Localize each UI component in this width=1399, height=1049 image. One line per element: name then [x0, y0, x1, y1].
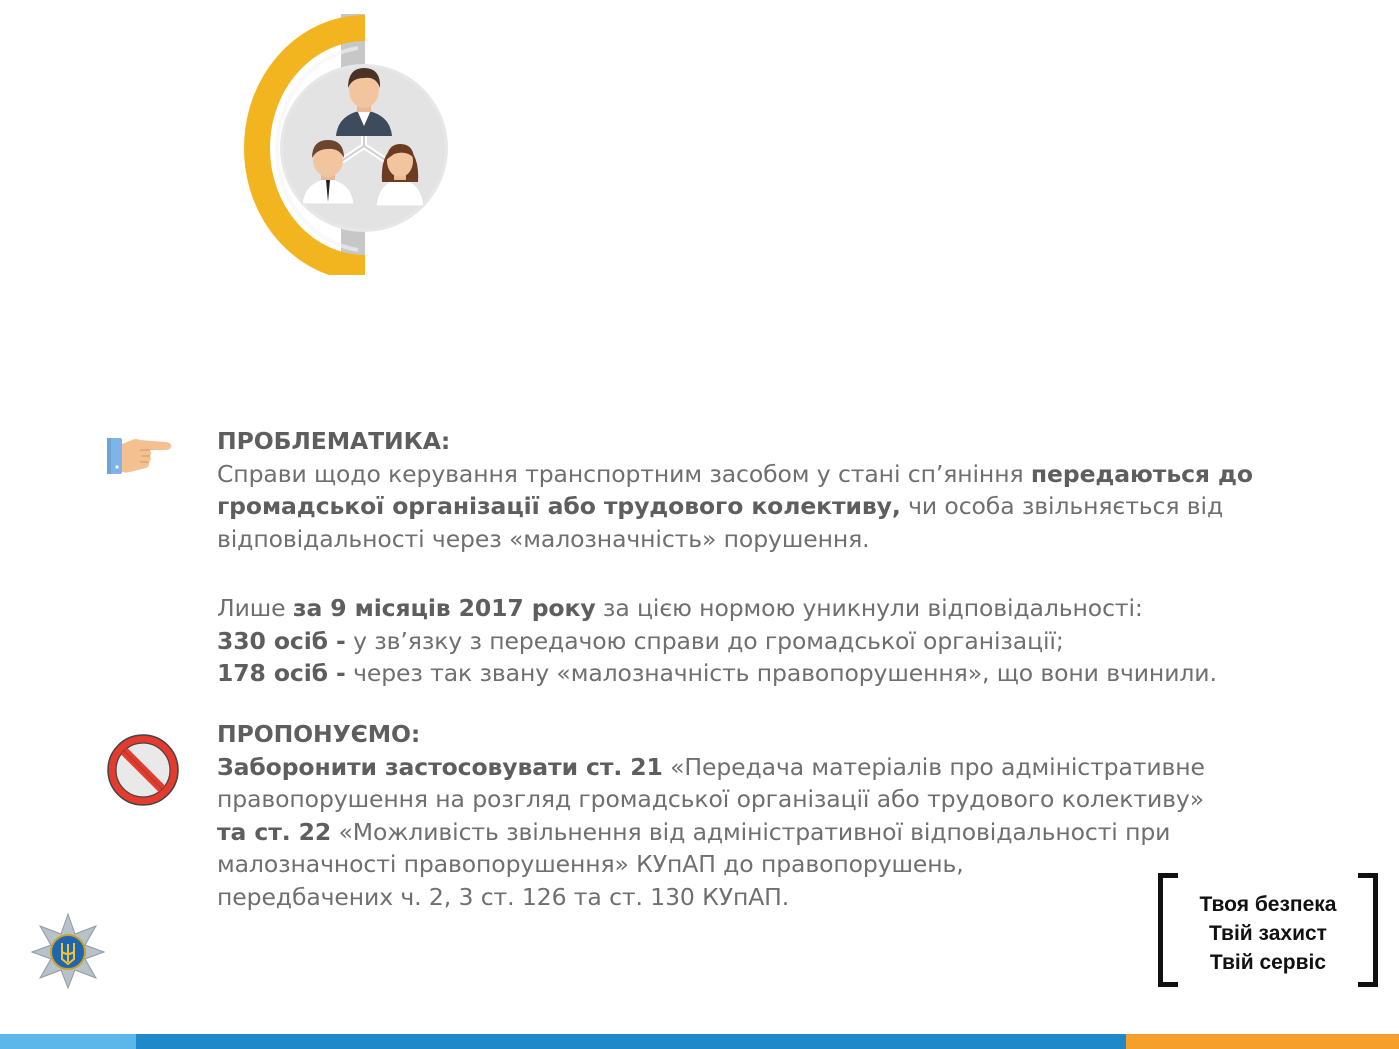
problem-line-2 [217, 490, 1337, 523]
slogan-text [1178, 890, 1358, 977]
proposal-line1-plain: «Передача матеріалів про адміністративне [662, 752, 1205, 781]
proposal-line3-plain: «Можливість звільнення від адміністративної відповідальності при [331, 817, 1171, 846]
stats-intro-plain2: за цією нормою уникнули відповідальності: [595, 594, 1143, 622]
stats-intro-bold: за 9 місяців 2017 року [292, 594, 596, 622]
bar-segment-light-blue [0, 1034, 136, 1049]
proposal-line-1 [217, 751, 1337, 784]
problem-line2-plain: чи особа звільняється від [900, 492, 1224, 520]
slogan [1158, 873, 1378, 989]
proposal-line-4: малозначності правопорушення» КУпАП до правопорушень, [217, 850, 964, 878]
stats-intro-plain1: Лише [217, 594, 293, 622]
proposal-line-5: передбачених ч. 2, 3 ст. 126 та ст. 130 КУпАП. [217, 882, 790, 911]
slogan-line-3: Твій сервіс [1209, 951, 1327, 974]
problem-section [217, 425, 1337, 555]
proposal-line-2: правопорушення на розгляд громадської організації або трудового колективу» [217, 785, 1204, 813]
slogan-line-1: Твоя безпека [1199, 893, 1337, 916]
proposal-line-3 [217, 816, 1337, 849]
problem-heading: ПРОБЛЕМАТИКА: [217, 427, 451, 455]
slogan-right-bracket [1358, 873, 1378, 987]
stats-item1-plain: у зв’язку з передачою справи до громадської організації; [345, 626, 1064, 655]
problem-line1-plain: Справи щодо керування транспортним засобом у стані сп’яніння [217, 459, 1031, 488]
stats-intro [217, 592, 1337, 625]
problem-line-3: відповідальності через «малозначність» порушення. [217, 524, 870, 553]
proposal-line3-bold: та ст. 22 [217, 817, 332, 846]
slogan-left-bracket [1158, 873, 1178, 987]
stats-item-330 [217, 625, 1337, 658]
bar-segment-orange [1126, 1034, 1399, 1049]
proposal-heading: ПРОПОНУЄМО: [217, 720, 421, 748]
proposal-line1-bold: Заборонити застосовувати ст. 21 [217, 752, 663, 781]
bar-segment-blue [136, 1034, 1126, 1049]
stats-item2-plain: через так звану «малозначність правопорушення», що вони вчинили. [345, 659, 1217, 687]
stats-item1-bold: 330 осіб - [217, 626, 346, 655]
stats-section [217, 592, 1337, 690]
pointing-hand-icon [106, 432, 172, 478]
people-hierarchy-icon [240, 10, 460, 275]
slogan-line-2: Твій захист [1209, 922, 1327, 945]
police-star-emblem-icon [30, 912, 106, 990]
stats-item2-bold: 178 осіб - [217, 659, 346, 687]
problem-line2-bold: громадської організації або трудового колективу, [217, 492, 901, 520]
stats-item-178 [217, 657, 1337, 690]
problem-line1-bold: передаються до [1030, 459, 1253, 488]
no-entry-icon [106, 734, 180, 806]
problem-line-1 [217, 458, 1337, 491]
bottom-color-bar [0, 1034, 1399, 1049]
